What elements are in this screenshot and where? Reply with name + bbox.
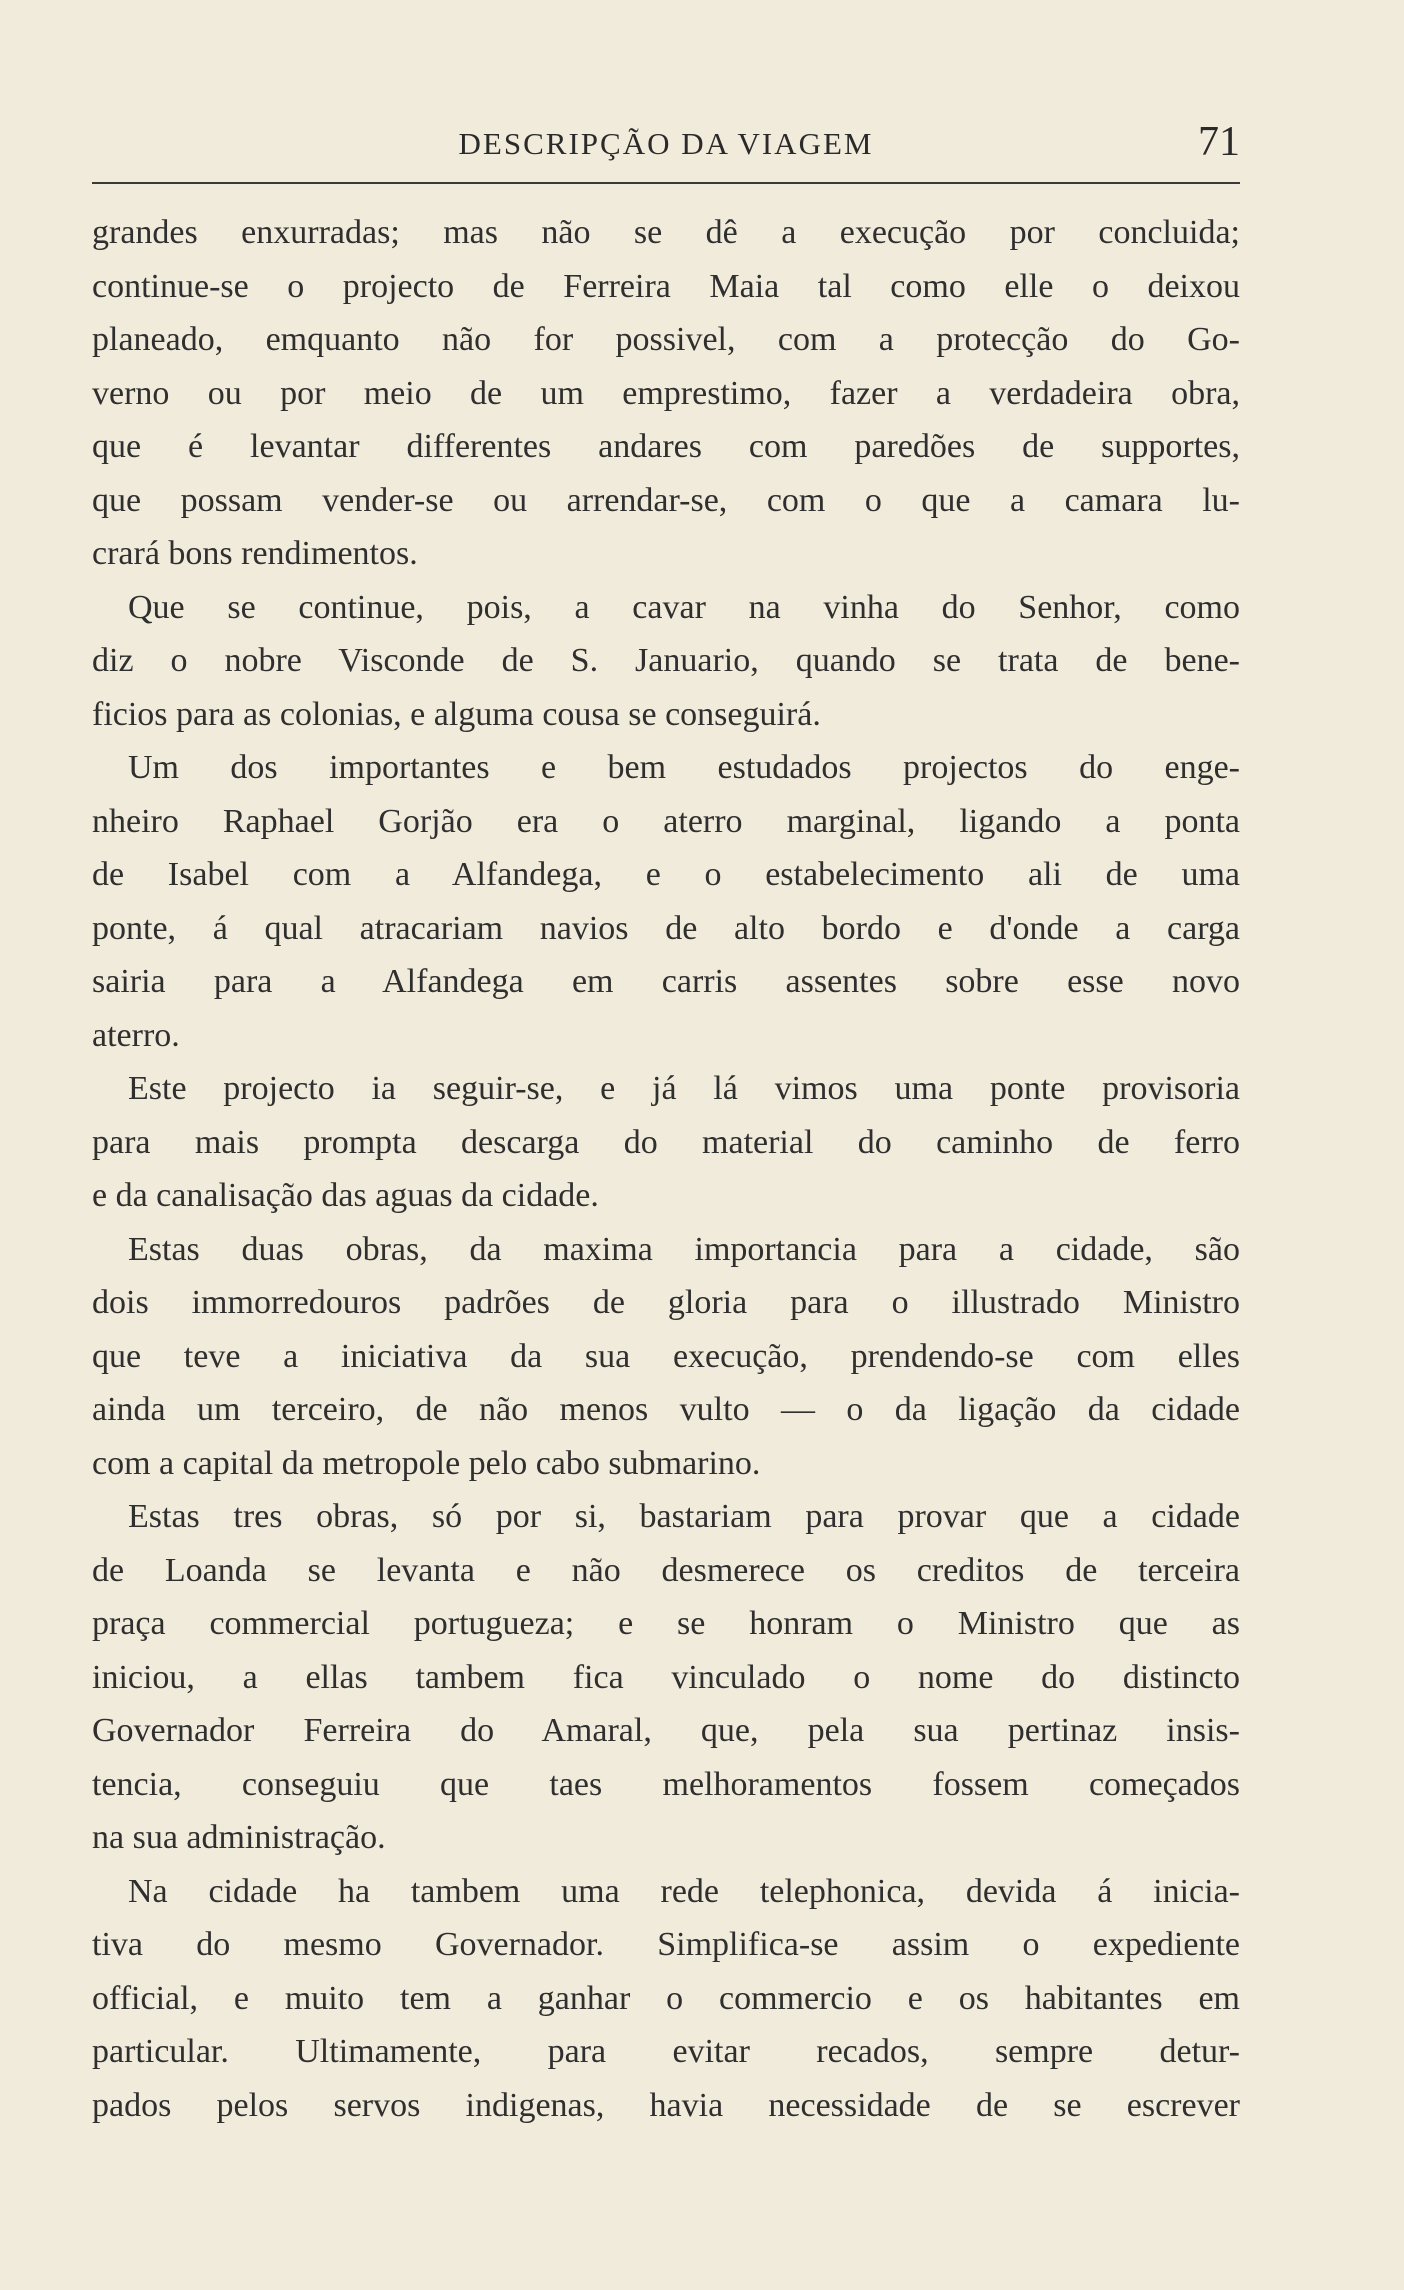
text-line: e da canalisação das aguas da cidade. [92,1177,599,1214]
text-line: que é levantar differentes andares com paredões de supportes, [92,428,1240,465]
text-line: ainda um terceiro, de não menos vulto — o da ligação da cidade [92,1391,1240,1428]
page-number: 71 [1198,119,1240,165]
text-body [92,206,1240,2132]
text-line: de Loanda se levanta e não desmerece os creditos de terceira [92,1551,1240,1589]
text-line: de Isabel com a Alfandega, e o estabelecimento ali de uma [92,856,1240,893]
text-line: para mais prompta descarga do material do caminho de ferro [92,1123,1240,1161]
text-line: Na cidade ha tambem uma rede telephonica, devida á inicia- [128,1872,1240,1910]
running-title: DESCRIPÇÃO DA VIAGEM [458,126,874,161]
text-line: nheiro Raphael Gorjão era o aterro marginal, ligando a ponta [92,802,1240,840]
text-line: aterro. [92,1016,180,1054]
text-line: grandes enxurradas; mas não se dê a execução por concluida; [92,214,1240,251]
text-line: na sua administração. [92,1819,386,1856]
text-line: tiva do mesmo Governador. Simplifica-se assim o expediente [92,1926,1240,1963]
text-line: particular. Ultimamente, para evitar recados, sempre detur- [92,2033,1240,2070]
text-line: que teve a iniciativa da sua execução, prendendo-se com elles [92,1337,1240,1375]
running-head [92,112,1240,172]
text-line: crará bons rendimentos. [92,535,418,572]
text-line: official, e muito tem a ganhar o commercio e os habitantes em [92,1979,1240,2017]
text-line: com a capital da metropole pelo cabo submarino. [92,1444,761,1482]
text-line: que possam vender-se ou arrendar-se, com o que a camara lu- [92,481,1240,519]
text-line: pados pelos servos indigenas, havia necessidade de se escrever [92,2086,1240,2124]
text-line: verno ou por meio de um emprestimo, fazer a verdadeira obra, [92,374,1240,412]
text-line: continue-se o projecto de Ferreira Maia tal como elle o deixou [92,267,1240,305]
text-line: diz o nobre Visconde de S. Januario, quando se trata de bene- [92,642,1240,679]
text-line: praça commercial portugueza; e se honram o Ministro que as [92,1605,1240,1642]
text-line: Um dos importantes e bem estudados projectos do enge- [128,749,1240,786]
text-line: planeado, emquanto não for possivel, com a protecção do Go- [92,321,1240,358]
text-line: dois immorredouros padrões de gloria para o illustrado Ministro [92,1284,1240,1321]
text-line: Este projecto ia seguir-se, e já lá vimos uma ponte provisoria [128,1070,1240,1107]
text-line: Que se continue, pois, a cavar na vinha do Senhor, como [128,588,1240,626]
text-line: iniciou, a ellas tambem fica vinculado o nome do distincto [92,1658,1240,1696]
text-line: Governador Ferreira do Amaral, que, pela sua pertinaz insis- [92,1712,1240,1749]
header-rule [92,182,1240,184]
text-line: ficios para as colonias, e alguma cousa se conseguirá. [92,695,821,733]
text-line: Estas duas obras, da maxima importancia para a cidade, são [128,1230,1240,1268]
text-line: Estas tres obras, só por si, bastariam para provar que a cidade [128,1498,1240,1535]
text-line: ponte, á qual atracariam navios de alto bordo e d'onde a carga [92,909,1240,947]
text-line: sairia para a Alfandega em carris assentes sobre esse novo [92,963,1240,1000]
text-line: tencia, conseguiu que taes melhoramentos fossem começados [92,1765,1240,1803]
